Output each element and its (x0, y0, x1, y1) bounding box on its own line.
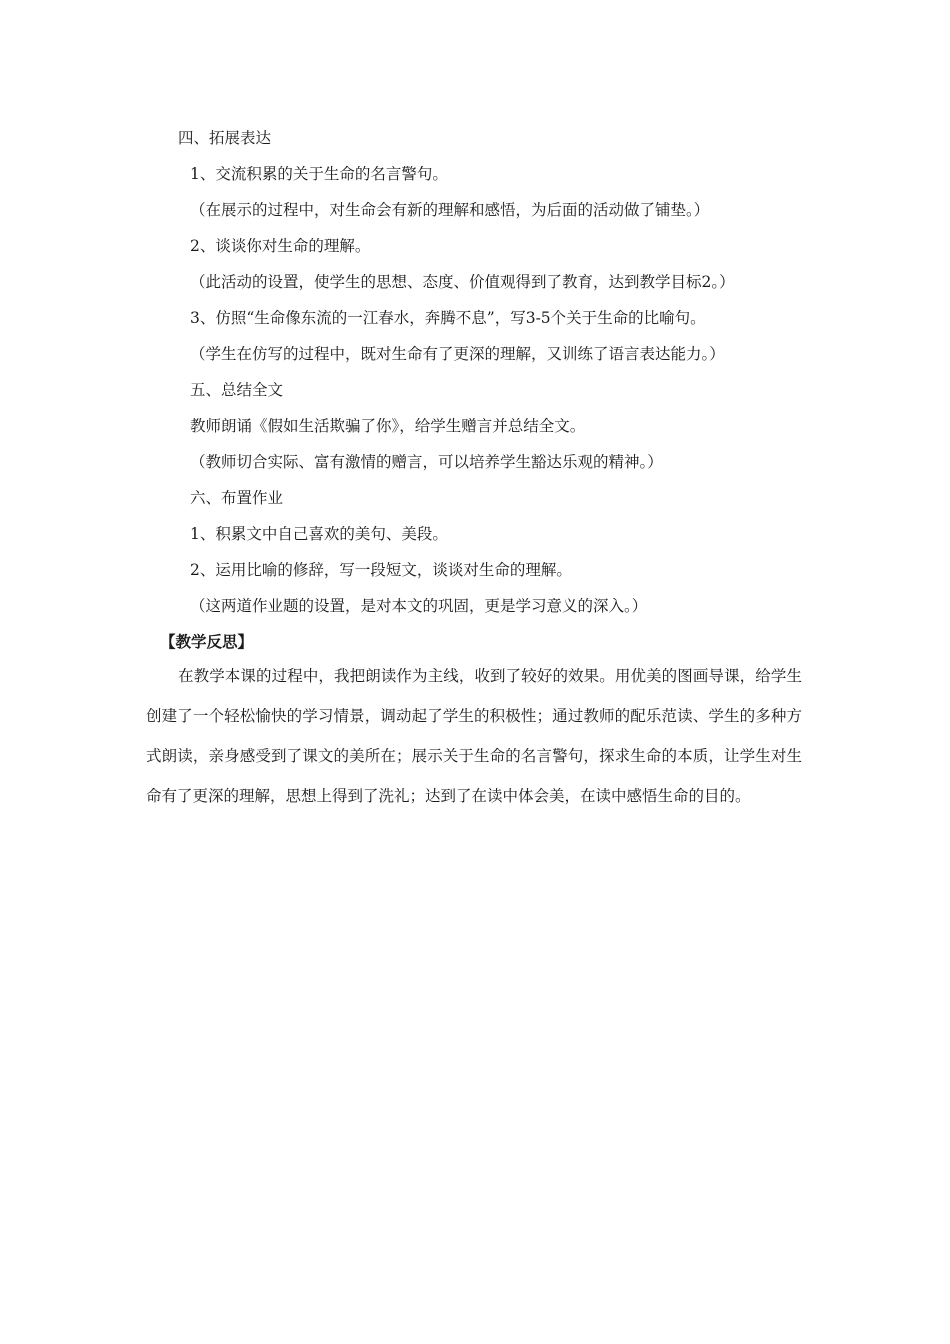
section-6-heading: 六、布置作业 (190, 489, 284, 507)
section-4-heading: 四、拓展表达 (178, 129, 272, 147)
section-5-note: （教师切合实际、富有激情的赠言，可以培养学生豁达乐观的精神。） (190, 453, 663, 471)
section-6-item-2: 2、运用比喻的修辞，写一段短文，谈谈对生命的理解。 (190, 561, 572, 579)
section-4-item-2: 2、谈谈你对生命的理解。 (190, 237, 371, 255)
reflection-body: 在教学本课的过程中，我把朗读作为主线，收到了较好的效果。用优美的图画导课，给学生创建了一个轻松愉快的学习情景，调动起了学生的积极性；通过教师的配乐范读、学生的多种方式朗读，亲身感受到了课文的美所在；展示关于生命的名言警句，探求生命的本质，让学生对生命有了更深的理解，思想上得到了洗礼；达到了在读中体会美，在读中感悟生命的目的。 (146, 667, 802, 805)
section-5-text: 教师朗诵《假如生活欺骗了你》，给学生赠言并总结全文。 (190, 417, 586, 435)
section-4-item-1: 1、交流积累的关于生命的名言警句。 (190, 165, 448, 183)
section-4-note-3: （学生在仿写的过程中，既对生命有了更深的理解，又训练了语言表达能力。） (190, 345, 725, 363)
reflection-title: 【教学反思】 (160, 633, 254, 651)
section-6-note: （这两道作业题的设置，是对本文的巩固，更是学习意义的深入。） (190, 597, 648, 615)
section-4-note-2: （此活动的设置，使学生的思想、态度、价值观得到了教育，达到教学目标2。） (190, 273, 735, 291)
section-4-note-1: （在展示的过程中，对生命会有新的理解和感悟，为后面的活动做了铺垫。） (190, 201, 710, 219)
section-4-item-3: 3、仿照“生命像东流的一江春水，奔腾不息”，写3-5个关于生命的比喻句。 (190, 309, 706, 327)
section-6-item-1: 1、积累文中自己喜欢的美句、美段。 (190, 525, 448, 543)
section-5-heading: 五、总结全文 (190, 381, 284, 399)
